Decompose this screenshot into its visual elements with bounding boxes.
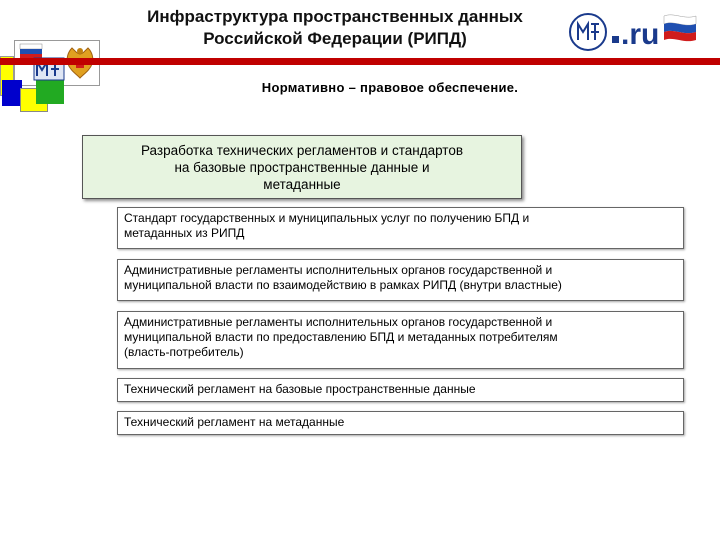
list-item: Стандарт государственных и муниципальных услуг по получению БПД и метаданных из РИПД [117,207,684,249]
page-title [100,6,570,50]
header-divider [0,58,720,65]
title-line-1: Инфраструктура пространственных данных [147,7,523,26]
ru-domain-flag-logo [568,10,708,54]
title-line-2: Российской Федерации (РИПД) [203,29,467,48]
section-subtitle: Нормативно – правовое обеспечение. [261,80,519,95]
list-item: Административные регламенты исполнительных органов государственной и муниципальной власти по предоставлению БПД и метаданных потребителям (власть-потребитель) [117,311,684,369]
list-item: Административные регламенты исполнительных органов государственной и муниципальной власти по взаимодействию в рамках РИПД (внутри властные) [117,259,684,301]
list-item: Технический регламент на базовые пространственные данные [117,378,684,402]
ru-text: .ru [621,18,660,51]
list-item: Технический регламент на метаданные [117,411,684,435]
waving-flag-icon [664,15,696,41]
main-topic-box: Разработка технических регламентов и стандартов на базовые пространственные данные и метаданные [82,135,522,199]
russian-flag-icon [20,44,42,59]
ministry-circle-emblem [570,14,606,50]
